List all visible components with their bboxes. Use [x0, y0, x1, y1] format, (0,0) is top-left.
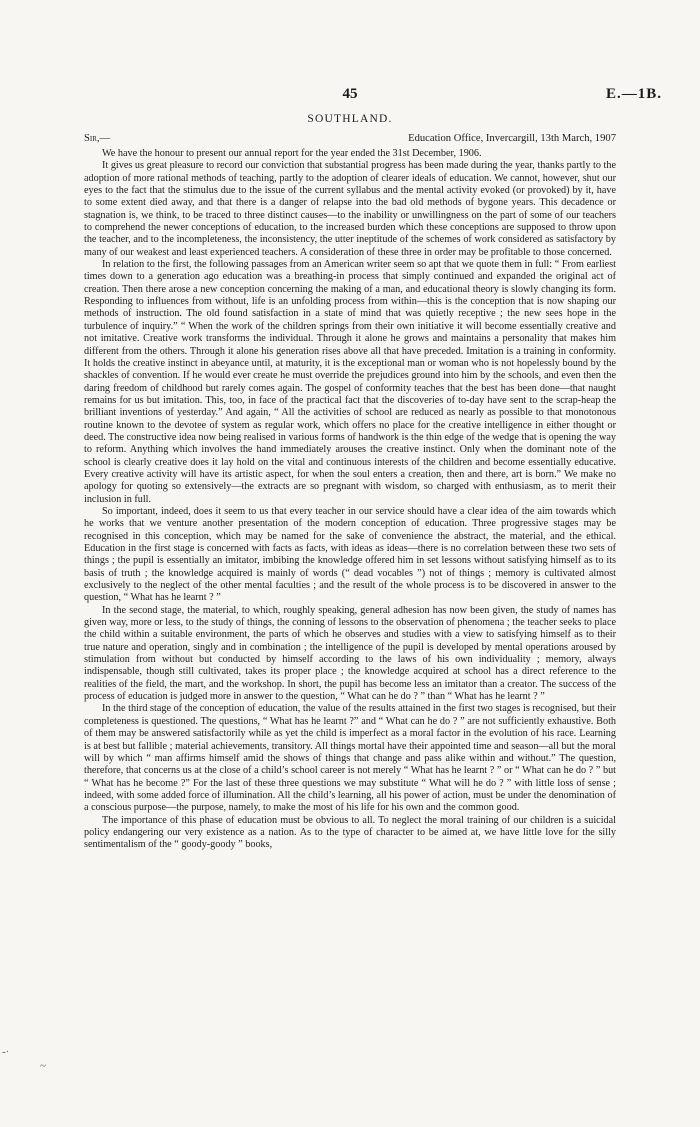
paragraph: In relation to the first, the following passages from an American writer seem so apt that we quote them in full: “ From earliest times down to a generation ago education was a breathing-in process that simply continued and expanded the original act of creation. Then there arose a new conception concerning the making of a man, and educational theory is slowly changing its form. Responding to influences from without, life is an unfolding process from within—this is the conception that is now shaping our methods of instruction. The old found satisfaction in a state of mind that was quietly receptive ; the new sees hope in the turbulence of inquiry.” “ When the work of the children springs from their own initiative it will become essentially creative and not imitative. Creative work transforms the individual. Through it alone he grows and maintains a personality that makes him different from the others. Through it alone his generation rises above all that have preceded. Imitation is a training in conformity. It holds the creative instinct in abeyance until, at maturity, it is the exceptional man or woman who is not hopelessly bound by the shackles of convention. If he would ever create he must override the prejudices ground into him by the schools, and even then the daring freedom of childhood but rarely comes again. The gospel of conformity teaches that the best has been done—that naught remains for us but imitation. This, too, in face of the practical fact that the discoveries of to-day have sent to the scrap-heap the brilliant inventions of yesterday.” And again, “ All the activities of school are reduced as nearly as possible to that monotonous routine known to the devotee of system as regular work, which offers no place for the creative intelligence in either thought or deed. The constructive idea now being realised in various forms of handwork is the thin edge of the wedge that is opening the way to reform. Anything which involves the hand immediately arouses the creative instinct. Only when the dominant note of the school is clearly creative does it lay hold on the vital and continuous interests of the children and become essentially educative. Every creative activity will have its artistic aspect, for when the soul enters a creation, then and there, art is born.” We make no apology for quoting so extensively—the extracts are so pregnant with wisdom, so charged with enthusiasm, as to merit their inclusion in full.: [84, 259, 616, 505]
report-body: [84, 148, 616, 852]
salutation: Sir,—: [84, 133, 111, 144]
document-reference: E.—1B.: [605, 86, 662, 102]
paragraph: The importance of this phase of education must be obvious to all. To neglect the moral training of our children is a suicidal policy endangering our very existence as a nation. As to the type of character to be aimed at, we have little love for the silly sentimentalism of the “ goody-goody ” books,: [84, 814, 616, 851]
page-number: 45: [342, 86, 358, 102]
margin-mark: ~: [40, 1060, 46, 1072]
section-heading: SOUTHLAND.: [307, 113, 393, 125]
paragraph: So important, indeed, does it seem to us that every teacher in our service should have a clear idea of the aim towards which he works that we venture another presentation of the modern conception of education. Three progressive stages may be recognised in this conception, which may be named for the sake of convenience the abstract, the material, and the ethical. Education in the first stage is concerned with facts as facts, with ideas as ideas—there is no correlation between these two sets of things ; the pupil is essentially an imitator, imbibing the knowledge offered him in set lessons without satisfying himself as to its basis of truth ; the knowledge acquired is mainly of words (“ dead vocables ”) not of things ; memory is cultivated almost exclusively to the neglect of the other mental faculties ; and the result of the whole process is to be discovered in answer to the question, “ What has he learnt ? ”: [84, 505, 616, 604]
margin-mark: -·: [2, 1046, 10, 1058]
paragraph: It gives us great pleasure to record our conviction that substantial progress has been made during the year, thanks partly to the adoption of more rational methods of teaching, partly to the adoption of clearer ideals of education. We cannot, however, shut our eyes to the fact that the stimulus due to the issue of the current syllabus and the mental activity evoked (or provoked) by it, have to some extent died away, and that there is a danger of relapse into the bad old methods of bygone years. This decadence or stagnation is, we think, to be traced to three distinct causes—to the inability or unwillingness on the part of some of our teachers to comprehend the newer conceptions of education, to the increased burden which these conceptions are supposed to throw upon the teacher, and to the incompleteness, the inconsistency, the utter ineptitude of the schemes of work considered as satisfactory by many of our weakest and least experienced teachers. A consideration of these three in order may be profitable to those concerned.: [84, 160, 616, 258]
dateline: Education Office, Invercargill, 13th March, 1907: [408, 133, 616, 144]
paragraph: We have the honour to present our annual report for the year ended the 31st December, 1906.: [102, 148, 482, 159]
paragraph: In the second stage, the material, to which, roughly speaking, general adhesion has now been given, the study of names has given way, more or less, to the study of things, the conning of lessons to the observation of phenomena ; the teacher seeks to place the child within a suitable environment, the parts of which he observes and studies with a view to satisfying himself as to their true nature and operation, singly and in combination ; the intelligence of the pupil is developed by mental operations aroused by stimulation from without but conducted by himself according to the laws of his own individuality ; memory, always indispensable, though still cultivated, takes its proper place ; the knowledge acquired at school has a direct reference to the realities of the field, the mart, and the workshop. In short, the pupil has become less an imitator than a creator. The success of the process of education is judged more in answer to the question, “ What can he do ? ” than “ What has he learnt ? ”: [84, 604, 616, 703]
paragraph: In the third stage of the conception of education, the value of the results attained in the first two stages is recognised, but their completeness is questioned. The questions, “ What has he learnt ?” and “ What can he do ? ” are not sufficiently exhaustive. Both of them may be answered satisfactorily while as yet the child is imperfect as a moral factor in the evolution of his race. Learning is at best but fallible ; material achievements, transitory. All things mortal have their appointed time and season—all but the moral will by which “ man affirms himself amid the shows of things that change and pass alike within and without.” The question, therefore, that concerns us at the close of a child’s school career is not merely “ What has he learnt ? ” or “ What can he do ? ” but “ What has he become ?” For the last of these three questions we may substitute “ What will he do ? ” with little loss of sense ; indeed, with some added force of illumination. All the child’s learning, all his power of action, must be under the denomination of a conscious purpose—the purpose, namely, to make the most of his life for his own and the common good.: [84, 703, 616, 814]
